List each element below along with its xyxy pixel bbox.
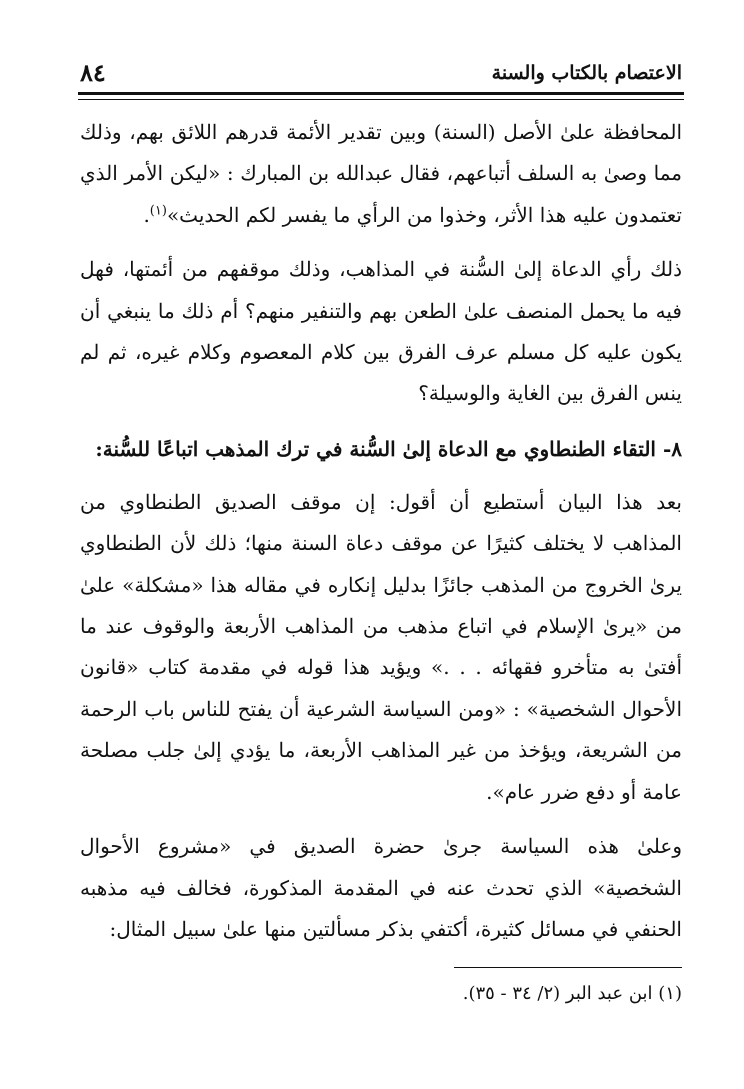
running-title: الاعتصام بالكتاب والسنة: [491, 62, 682, 84]
page-body: [80, 112, 682, 963]
paragraph-2: ذلك رأي الدعاة إلىٰ السُّنة في المذاهب، وذلك موقفهم من أئمتها، فهل فيه ما يحمل المنصف علىٰ الطعن بهم والتنفير منهم؟ أم ذلك ما ينبغي أن يكون عليه كل مسلم عرف الفرق بين كلام المعصوم وكلام غيره، ثم لم ينس الفرق بين الغاية والوسيلة؟: [80, 257, 682, 406]
paragraph-4: وعلىٰ هذه السياسة جرىٰ حضرة الصديق في «مشروع الأحوال الشخصية» الذي تحدث عنه في المقدمة المذكورة، فخالف فيه مذهبه الحنفي في مسائل كثيرة، أكتفي بذكر مسألتين منها علىٰ سبيل المثال:: [80, 834, 682, 941]
paragraph-1-text: المحافظة علىٰ الأصل (السنة) وبين تقدير الأئمة قدرهم اللائق بهم، وذلك مما وصىٰ به السلف أتباعهم، فقال عبدالله بن المبارك : «ليكن الأمر الذي تعتمدون عليه هذا الأثر، وخذوا من الرأي ما يفسر لكم الحديث»: [80, 120, 683, 227]
section-heading: ٨- التقاء الطنطاوي مع الدعاة إلىٰ السُّنة في ترك المذهب اتباعًا للسُّنة:: [95, 436, 682, 461]
page-header: [80, 52, 682, 88]
footnote-separator: [454, 967, 682, 968]
footnote: (١) ابن عبد البر (٢/ ٣٤ - ٣٥).: [462, 983, 682, 1004]
paragraph-3: بعد هذا البيان أستطيع أن أقول: إن موقف الصديق الطنطاوي من المذاهب لا يختلف كثيرًا عن موقف دعاة السنة منها؛ ذلك لأن الطنطاوي يرىٰ الخروج من المذهب جائزًا بدليل إنكاره في مقاله هذا «مشكلة» علىٰ من «يرىٰ الإسلام في اتباع مذهب من المذاهب الأربعة والوقوف عند ما أفتىٰ به متأخرو فقهائه . . .» ويؤيد هذا قوله في مقدمة كتاب «قانون الأحوال الشخصية» : «ومن السياسة الشرعية أن يفتح للناس باب الرحمة من الشريعة، ويؤخذ من غير المذاهب الأربعة، ما يؤدي إلىٰ جلب مصلحة عامة أو دفع ضرر عام».: [80, 489, 683, 804]
page-number: ٨٤: [80, 58, 106, 87]
header-rule-thin: [78, 99, 684, 100]
footnote-reference: (١): [149, 203, 167, 219]
paragraph-1-end: .: [143, 202, 150, 227]
paragraph-1: [80, 112, 682, 236]
header-rule-thick: [78, 92, 684, 95]
